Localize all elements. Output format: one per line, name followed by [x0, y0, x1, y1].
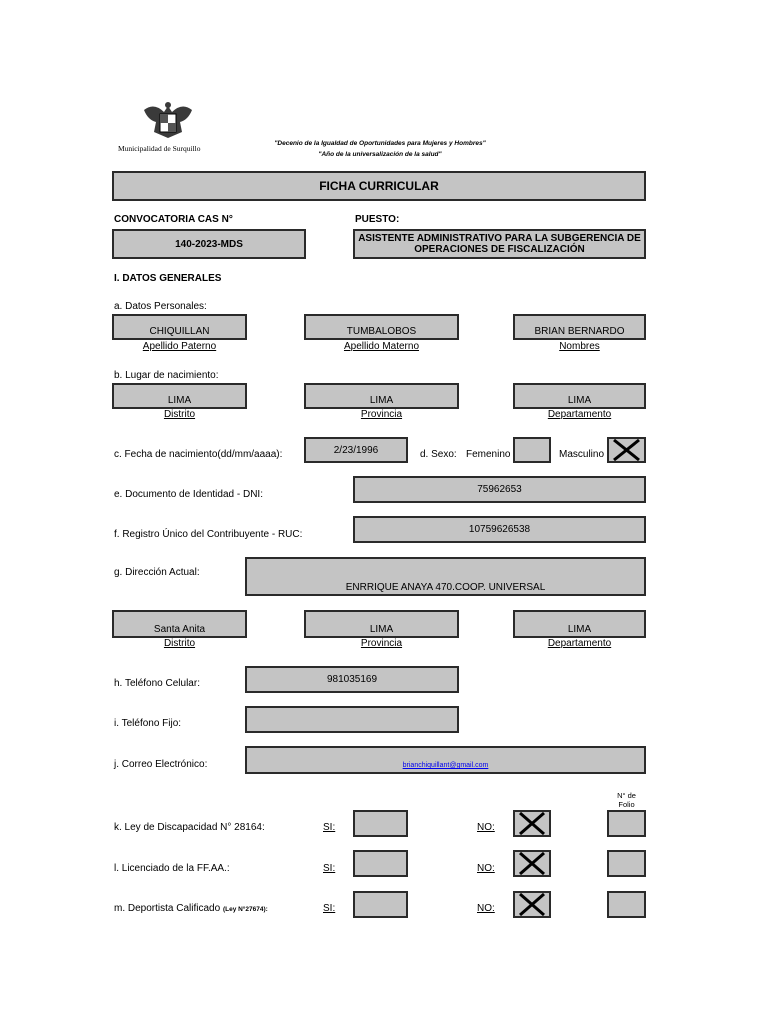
nacimiento-distrito-field[interactable]: LIMA [112, 383, 247, 409]
nombres-label: Nombres [559, 341, 600, 352]
fijo-field[interactable] [245, 706, 459, 733]
fijo-label: i. Teléfono Fijo: [114, 718, 182, 729]
x-mark-icon [515, 893, 549, 916]
dni-field[interactable]: 75962653 [353, 476, 646, 503]
fecha-nacimiento-field[interactable]: 2/23/1996 [304, 437, 408, 463]
slogan-line-1: "Decenio de la Igualdad de Oportunidades para Mujeres y Hombres" [274, 140, 486, 147]
nacimiento-departamento-field[interactable]: LIMA [513, 383, 646, 409]
direccion-label: g. Dirección Actual: [114, 567, 200, 578]
direccion-field[interactable]: ENRRIQUE ANAYA 470.COOP. UNIVERSAL [245, 557, 646, 596]
section-datos-generales: I. DATOS GENERALES [114, 273, 222, 284]
discapacidad-folio-field[interactable] [607, 810, 646, 837]
folio-header-line-2: Folio [618, 800, 635, 809]
coat-of-arms-icon [138, 100, 198, 142]
masculino-checkbox[interactable] [607, 437, 646, 463]
nacimiento-provincia-field[interactable]: LIMA [304, 383, 459, 409]
direccion-provincia-label: Provincia [360, 638, 403, 649]
celular-field[interactable]: 981035169 [245, 666, 459, 693]
slogan-line-2: "Año de la universalización de la salud" [318, 151, 442, 158]
fecha-nacimiento-label: c. Fecha de nacimiento(dd/mm/aaaa): [114, 449, 283, 460]
lugar-nacimiento-label: b. Lugar de nacimiento: [114, 370, 219, 381]
ffaa-label: l. Licenciado de la FF.AA.: [114, 863, 230, 874]
celular-label: h. Teléfono Celular: [114, 678, 200, 689]
ffaa-no-label: NO: [477, 863, 495, 874]
x-mark-icon [609, 439, 644, 461]
deportista-folio-field[interactable] [607, 891, 646, 918]
discapacidad-si-label: SI: [323, 822, 336, 833]
femenino-checkbox[interactable] [513, 437, 551, 463]
datos-personales-label: a. Datos Personales: [114, 301, 207, 312]
convocatoria-label: CONVOCATORIA CAS N° [114, 214, 233, 225]
deportista-label-text: m. Deportista Calificado [114, 903, 221, 914]
nacimiento-provincia-label: Provincia [360, 409, 403, 420]
x-mark-icon [515, 852, 549, 875]
ffaa-si-label: SI: [323, 863, 336, 874]
apellido-materno-label: Apellido Materno [343, 341, 420, 352]
apellido-materno-field[interactable]: TUMBALOBOS [304, 314, 459, 340]
deportista-si-label: SI: [323, 903, 336, 914]
puesto-line-1: ASISTENTE ADMINISTRATIVO PARA LA SUBGERENCIA DE [358, 233, 641, 244]
folio-header-line-1: N° de [617, 791, 636, 800]
direccion-distrito-label: Distrito [163, 638, 196, 649]
puesto-line-2: OPERACIONES DE FISCALIZACIÓN [414, 244, 585, 255]
apellido-paterno-label: Apellido Paterno [142, 341, 217, 352]
form-title: FICHA CURRICULAR [112, 171, 646, 201]
correo-field[interactable] [245, 746, 646, 774]
deportista-label [114, 903, 268, 914]
nacimiento-distrito-label: Distrito [163, 409, 196, 420]
deportista-si-checkbox[interactable] [353, 891, 408, 918]
ffaa-folio-field[interactable] [607, 850, 646, 877]
folio-header [607, 791, 646, 809]
correo-link[interactable]: brianchiquillant@gmail.com [402, 762, 489, 769]
direccion-departamento-field[interactable]: LIMA [513, 610, 646, 638]
direccion-provincia-field[interactable]: LIMA [304, 610, 459, 638]
convocatoria-value: 140-2023-MDS [112, 229, 306, 259]
ffaa-no-checkbox[interactable] [513, 850, 551, 877]
nombres-field[interactable]: BRIAN BERNARDO [513, 314, 646, 340]
ffaa-si-checkbox[interactable] [353, 850, 408, 877]
discapacidad-no-label: NO: [477, 822, 495, 833]
direccion-departamento-label: Departamento [547, 638, 612, 649]
ruc-field[interactable]: 10759626538 [353, 516, 646, 543]
correo-label: j. Correo Electrónico: [114, 759, 208, 770]
municipality-name: Municipalidad de Surquillo [118, 144, 201, 153]
direccion-distrito-field[interactable]: Santa Anita [112, 610, 247, 638]
discapacidad-no-checkbox[interactable] [513, 810, 551, 837]
discapacidad-si-checkbox[interactable] [353, 810, 408, 837]
puesto-label: PUESTO: [355, 214, 400, 225]
discapacidad-label: k. Ley de Discapacidad N° 28164: [114, 822, 265, 833]
deportista-no-label: NO: [477, 903, 495, 914]
masculino-label: Masculino [559, 449, 605, 460]
puesto-value [353, 229, 646, 259]
femenino-label: Femenino [466, 449, 511, 460]
nacimiento-departamento-label: Departamento [547, 409, 612, 420]
municipality-logo [138, 100, 198, 142]
deportista-label-sub: (Ley N°27674): [222, 906, 268, 913]
apellido-paterno-field[interactable]: CHIQUILLAN [112, 314, 247, 340]
sexo-label: d. Sexo: [420, 449, 457, 460]
x-mark-icon [515, 812, 549, 835]
dni-label: e. Documento de Identidad - DNI: [114, 489, 263, 500]
deportista-no-checkbox[interactable] [513, 891, 551, 918]
ruc-label: f. Registro Único del Contribuyente - RUC: [114, 529, 303, 540]
